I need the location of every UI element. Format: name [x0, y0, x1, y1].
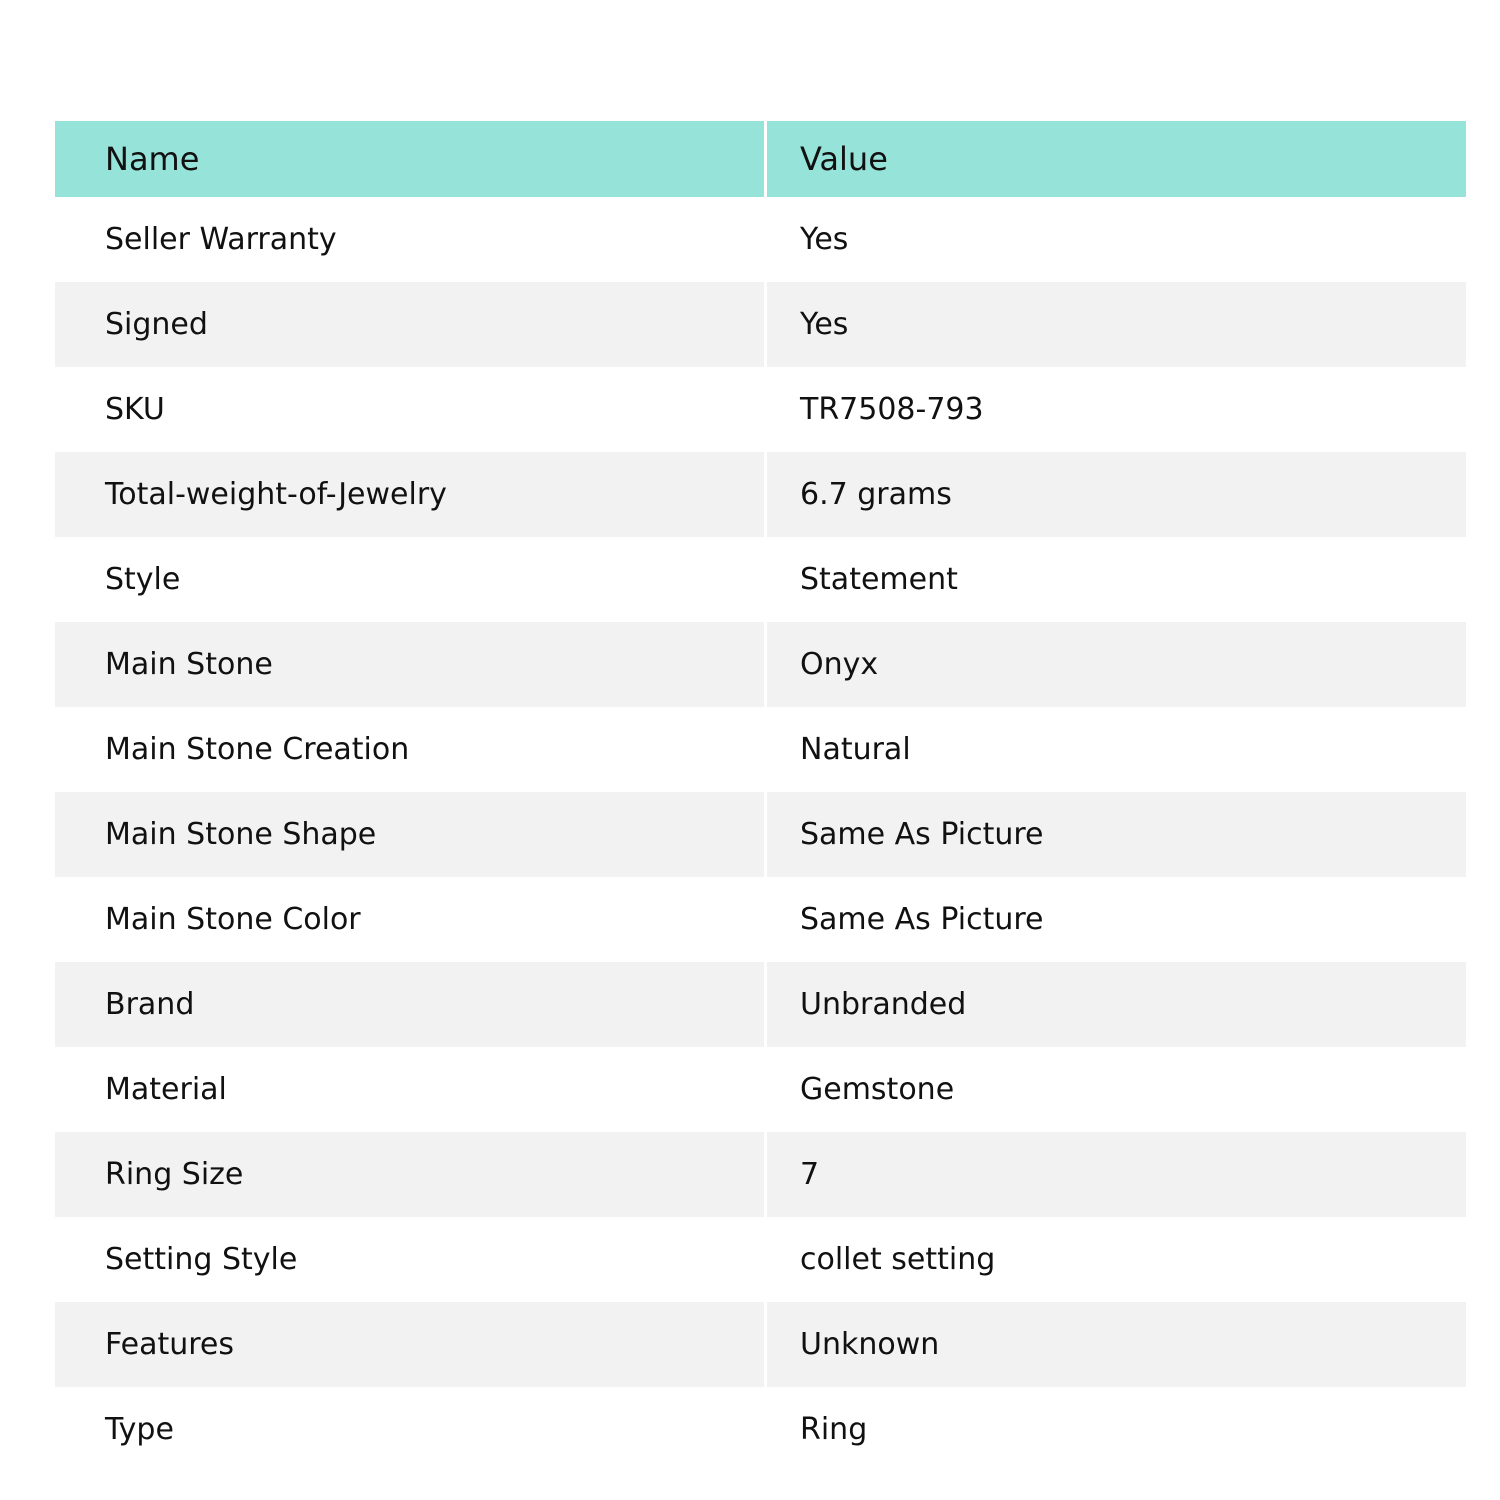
- attribute-value-cell: Gemstone: [767, 1047, 1466, 1132]
- column-header-value: Value: [767, 121, 1466, 197]
- attribute-name-cell: Type: [55, 1387, 767, 1472]
- item-specifics-table: [55, 121, 1466, 1472]
- table-row: [55, 537, 1466, 622]
- table-row: [55, 1132, 1466, 1217]
- attribute-name-cell: Main Stone Shape: [55, 792, 767, 877]
- attribute-value-cell: collet setting: [767, 1217, 1466, 1302]
- table-row: [55, 962, 1466, 1047]
- table-row: [55, 792, 1466, 877]
- attribute-name-cell: Ring Size: [55, 1132, 767, 1217]
- table-row: [55, 1217, 1466, 1302]
- attribute-name-cell: Brand: [55, 962, 767, 1047]
- attribute-name-cell: Main Stone: [55, 622, 767, 707]
- attribute-value-cell: Onyx: [767, 622, 1466, 707]
- attribute-name-cell: Seller Warranty: [55, 197, 767, 282]
- table-row: [55, 1302, 1466, 1387]
- attribute-value-cell: Ring: [767, 1387, 1466, 1472]
- attribute-name-cell: Total-weight-of-Jewelry: [55, 452, 767, 537]
- table-row: [55, 282, 1466, 367]
- table-row: [55, 452, 1466, 537]
- table-row: [55, 622, 1466, 707]
- attribute-value-cell: Statement: [767, 537, 1466, 622]
- attribute-value-cell: Yes: [767, 282, 1466, 367]
- attribute-value-cell: Yes: [767, 197, 1466, 282]
- attribute-name-cell: Main Stone Creation: [55, 707, 767, 792]
- table-header-row: [55, 121, 1466, 197]
- attribute-value-cell: 7: [767, 1132, 1466, 1217]
- attribute-value-cell: TR7508-793: [767, 367, 1466, 452]
- attribute-name-cell: Setting Style: [55, 1217, 767, 1302]
- column-header-name: Name: [55, 121, 767, 197]
- attribute-value-cell: Same As Picture: [767, 877, 1466, 962]
- attribute-name-cell: SKU: [55, 367, 767, 452]
- attribute-name-cell: Signed: [55, 282, 767, 367]
- attribute-value-cell: Same As Picture: [767, 792, 1466, 877]
- attribute-value-cell: Natural: [767, 707, 1466, 792]
- table-row: [55, 197, 1466, 282]
- table-row: [55, 367, 1466, 452]
- attribute-value-cell: Unknown: [767, 1302, 1466, 1387]
- attribute-name-cell: Style: [55, 537, 767, 622]
- table-row: [55, 1387, 1466, 1472]
- attribute-value-cell: Unbranded: [767, 962, 1466, 1047]
- table-header: [55, 121, 1466, 197]
- attribute-name-cell: Features: [55, 1302, 767, 1387]
- table-row: [55, 1047, 1466, 1132]
- attribute-value-cell: 6.7 grams: [767, 452, 1466, 537]
- attribute-name-cell: Material: [55, 1047, 767, 1132]
- attribute-name-cell: Main Stone Color: [55, 877, 767, 962]
- table-row: [55, 877, 1466, 962]
- table-row: [55, 707, 1466, 792]
- table-body: [55, 197, 1466, 1472]
